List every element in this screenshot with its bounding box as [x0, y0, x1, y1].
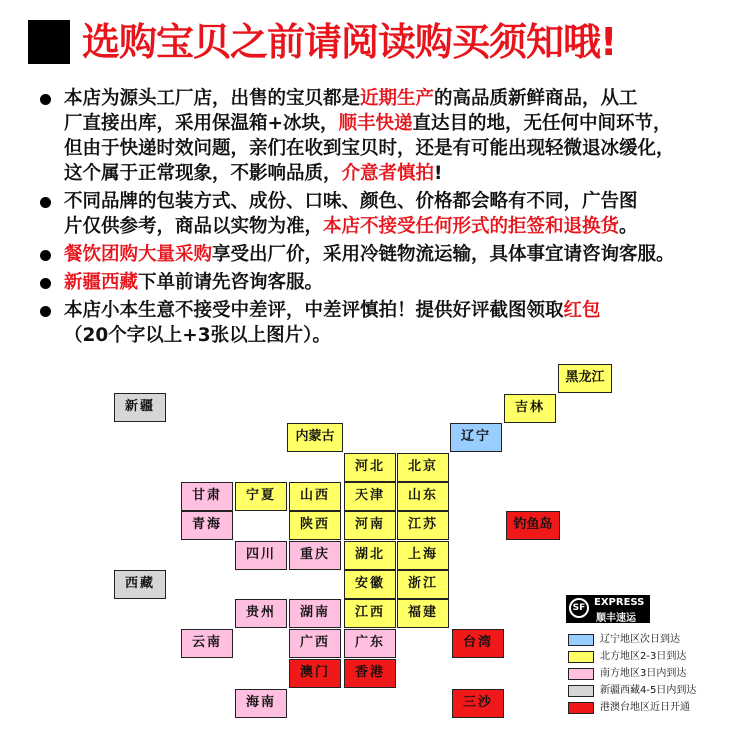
- region-taiwan: 台湾: [452, 629, 504, 658]
- legend-swatch: [568, 651, 594, 663]
- region-beijing: 北京: [397, 453, 449, 482]
- region-shaanxi: 陕西: [289, 511, 341, 540]
- region-qinghai: 青海: [181, 511, 233, 540]
- sf-cn-text: 顺丰速运: [596, 613, 636, 624]
- notice-line: [64, 161, 726, 186]
- notice-text: 厂直接出库，采用保温箱+冰块，: [64, 113, 339, 134]
- region-jiangsu: 江苏: [397, 511, 449, 540]
- title-bar: [28, 16, 728, 68]
- sf-express-logo: [566, 595, 650, 623]
- notice-item: [36, 270, 726, 295]
- legend-label: 新疆西藏4-5日内到达: [600, 685, 697, 696]
- legend-label: 北方地区2-3日到达: [600, 651, 687, 662]
- notice-line: [64, 86, 726, 111]
- notice-text: 的高品质新鲜商品，从工: [434, 88, 638, 109]
- sf-express-text: EXPRESS: [594, 597, 645, 608]
- legend-item: [566, 700, 736, 717]
- notice-item: [36, 86, 726, 186]
- region-sansha: 三沙: [452, 689, 504, 718]
- legend-swatch: [568, 634, 594, 646]
- region-jilin: 吉林: [504, 394, 556, 423]
- bullet-icon: [40, 278, 51, 289]
- legend-swatch: [568, 685, 594, 697]
- legend-item: [566, 683, 736, 700]
- region-hubei: 湖北: [344, 541, 396, 570]
- bullet-icon: [40, 306, 51, 317]
- title-square-icon: [28, 20, 70, 64]
- region-neimenggu: 内蒙古: [287, 423, 343, 452]
- notice-text: 不同品牌的包装方式、成份、口味、颜色、价格都会略有不同，广告图: [64, 191, 638, 212]
- legend-item: [566, 649, 736, 666]
- region-heilongjiang: 黑龙江: [558, 364, 612, 393]
- notice-line: [64, 189, 726, 214]
- region-guangdong: 广东: [344, 629, 396, 658]
- bullet-icon: [40, 197, 51, 208]
- notice-text: !: [434, 163, 443, 184]
- region-hunan: 湖南: [289, 599, 341, 628]
- legend: [566, 632, 736, 717]
- notice-line: [64, 214, 726, 239]
- notice-text: 这个属于正常现象，不影响品质，: [64, 163, 342, 184]
- sf-mark-icon: SF: [569, 598, 589, 618]
- notice-item: [36, 298, 726, 348]
- region-hebei: 河北: [344, 453, 396, 482]
- highlight-text: 餐饮团购大量采购: [64, 244, 213, 265]
- region-guangxi: 广西: [289, 629, 341, 658]
- notice-text: 享受出厂价，采用冷链物流运输，具体事宜请咨询客服。: [212, 244, 675, 265]
- page-title: 选购宝贝之前请阅读购买须知哦!: [82, 20, 617, 64]
- notice-text: 本店为源头工厂店，出售的宝贝都是: [64, 88, 361, 109]
- region-sichuan: 四川: [235, 541, 287, 570]
- highlight-text: 介意者慎拍: [341, 163, 435, 184]
- legend-label: 辽宁地区次日到达: [600, 634, 680, 645]
- notice-line: [64, 136, 726, 161]
- highlight-text: 红包: [563, 300, 601, 321]
- legend-swatch: [568, 668, 594, 680]
- highlight-text: 顺丰快递: [338, 113, 413, 134]
- notice-item: [36, 242, 726, 267]
- region-xianggang: 香港: [344, 659, 396, 688]
- notice-line: [64, 111, 726, 136]
- highlight-text: 近期生产: [360, 88, 435, 109]
- notice-item: [36, 189, 726, 239]
- legend-item: [566, 632, 736, 649]
- region-gansu: 甘肃: [181, 482, 233, 511]
- region-diaoyudao: 钓鱼岛: [506, 511, 560, 540]
- region-chongqing: 重庆: [289, 541, 341, 570]
- notice-text: 但由于快递时效问题，亲们在收到宝贝时，还是有可能出现轻微退冰缓化，: [64, 138, 675, 159]
- region-guizhou: 贵州: [235, 599, 287, 628]
- notice-line: [64, 242, 726, 267]
- notice-text: 下单前请先咨询客服。: [138, 272, 324, 293]
- region-hainan: 海南: [235, 689, 287, 718]
- bullet-icon: [40, 94, 51, 105]
- notice-line: [64, 270, 726, 295]
- notice-line: [64, 323, 726, 348]
- region-xinjiang: 新疆: [114, 393, 166, 422]
- region-liaoning: 辽宁: [450, 423, 502, 452]
- notice-line: [64, 298, 726, 323]
- region-tianjin: 天津: [344, 482, 396, 511]
- region-yunnan: 云南: [181, 629, 233, 658]
- highlight-text: 新疆西藏: [64, 272, 139, 293]
- region-fujian: 福建: [397, 599, 449, 628]
- region-xizang: 西藏: [114, 570, 166, 599]
- region-henan: 河南: [344, 511, 396, 540]
- region-zhejiang: 浙江: [397, 570, 449, 599]
- notice-text: 片仅供参考，商品以实物为准，: [64, 216, 324, 237]
- legend-item: [566, 666, 736, 683]
- bullet-icon: [40, 250, 51, 261]
- region-anhui: 安徽: [344, 570, 396, 599]
- notice-text: 本店小本生意不接受中差评，中差评慎拍！提供好评截图领取: [64, 300, 564, 321]
- legend-label: 港澳台地区近日开通: [600, 702, 690, 713]
- legend-label: 南方地区3日内到达: [600, 668, 687, 679]
- region-shanghai: 上海: [397, 541, 449, 570]
- region-aomen: 澳门: [289, 659, 341, 688]
- region-jiangxi: 江西: [344, 599, 396, 628]
- notice-text: （20个字以上+3张以上图片）。: [64, 325, 331, 346]
- notice-text: 。: [619, 216, 638, 237]
- notice-list: [36, 86, 726, 351]
- legend-swatch: [568, 702, 594, 714]
- region-shanxi: 山西: [289, 482, 341, 511]
- region-shandong: 山东: [397, 482, 449, 511]
- region-ningxia: 宁夏: [235, 482, 287, 511]
- notice-text: 直达目的地，无任何中间环节，: [412, 113, 672, 134]
- highlight-text: 本店不接受任何形式的拒签和退换货: [323, 216, 620, 237]
